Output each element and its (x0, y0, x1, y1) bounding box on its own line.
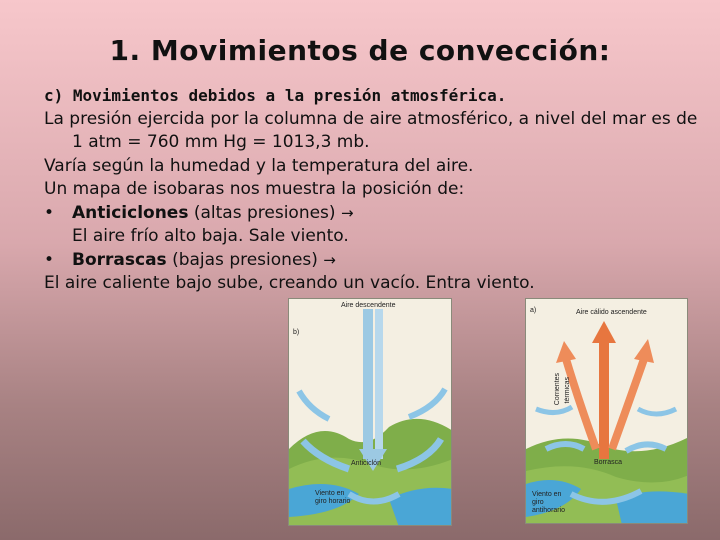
panel-letter: b) (293, 329, 300, 336)
arrow-right-icon: → (323, 250, 336, 269)
closing-sentence: El aire caliente bajo sube, creando un vacío. Entra viento. (44, 273, 535, 293)
bullet-term: Borrascas (72, 249, 167, 270)
wind-label-line1: Viento en (532, 491, 562, 498)
bullet-continuation: El aire frío alto baja. Sale viento. (72, 226, 349, 246)
bullet-storms (44, 249, 704, 273)
bullet-text (72, 202, 354, 226)
bullet-rest: (altas presiones) (188, 202, 341, 223)
anticyclone-drawing (289, 299, 452, 526)
paragraph-pressure: La presión ejercida por la columna de aire atmosférico, a nivel del mar es de 1 atm = 760 mm Hg = 1013,3 mb. (44, 108, 698, 152)
anticyclone-label: Anticiclón (351, 460, 381, 467)
arrow-right-icon: → (340, 203, 354, 222)
descending-air-column (375, 309, 383, 459)
wind-label-line2: giro horario (315, 498, 351, 505)
bullet-anticyclones (44, 202, 704, 226)
bullet-marker: • (44, 202, 55, 223)
bullet-term: Anticiclones (72, 202, 189, 223)
descending-air-label: Aire descendente (341, 302, 396, 309)
storm-illustration (525, 298, 688, 524)
slide-title: 1. Movimientos de convección: (109, 34, 611, 67)
descending-air-column (363, 309, 373, 459)
paragraph-variation: Varía según la humedad y la temperatura del aire. (44, 155, 474, 176)
wind-label-line1: Viento en (315, 490, 345, 497)
panel-letter: a) (530, 307, 537, 314)
storm-label: Borrasca (594, 459, 623, 466)
paragraph-isobars: Un mapa de isobaras nos muestra la posición de: (44, 179, 465, 199)
bullet-marker: • (44, 249, 55, 270)
thermal-currents-label-line1: Corrientes (554, 373, 561, 406)
anticyclone-illustration (288, 298, 452, 526)
slide-content (44, 84, 704, 296)
thermal-currents-label-line2: térmicas (564, 377, 571, 404)
wind-label-line3: antihorario (532, 507, 566, 514)
bullet-text (72, 249, 336, 273)
bullet-rest: (bajas presiones) (166, 249, 324, 270)
ascending-air-label: Aire cálido ascendente (576, 309, 647, 316)
subheading: c) Movimientos debidos a la presión atmosférica. (44, 86, 507, 105)
wind-label-line2: giro (532, 499, 544, 506)
